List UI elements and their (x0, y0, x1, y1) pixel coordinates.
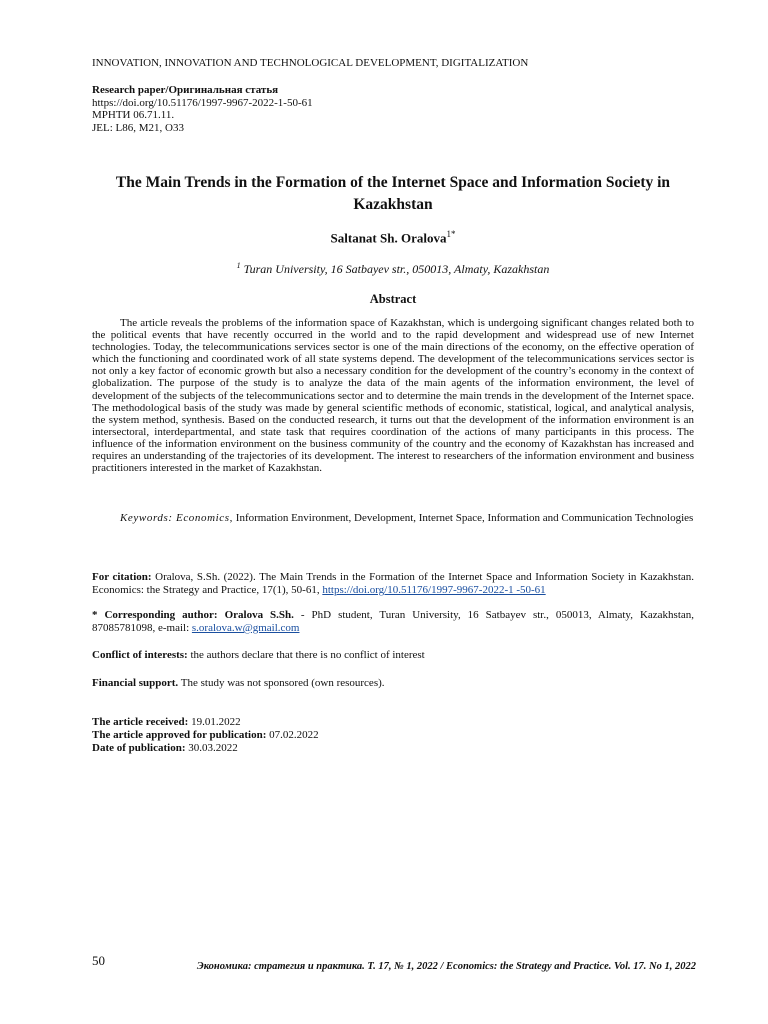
running-head: INNOVATION, INNOVATION AND TECHNOLOGICAL DEVELOPMENT, DIGITALIZATION (92, 57, 529, 69)
keywords (92, 512, 694, 525)
citation-block (92, 571, 694, 597)
received-label: The article received: (92, 716, 189, 728)
approved-date-line (92, 729, 694, 742)
paper-type: Research paper/Оригинальная статья (92, 84, 279, 96)
financial-label: Financial support. (92, 677, 179, 689)
jel-codes: JEL: L86, M21, O33 (92, 121, 184, 134)
published-date: 30.03.2022 (188, 742, 238, 754)
conflict-label: Conflict of interests: (92, 649, 188, 661)
affiliation-mark: 1 (236, 261, 241, 270)
article-metadata (92, 84, 313, 134)
corresponding-author-block (92, 609, 694, 635)
financial-support (92, 677, 694, 690)
keywords-text: Information Environment, Development, Internet Space, Information and Communication Technologies (235, 512, 694, 524)
journal-footer: Экономика: стратегия и практика. Т. 17, № 1, 2022 / Economics: the Strategy and Practice. Vol. 17. No 1, 2022 (196, 961, 696, 972)
approved-date: 07.02.2022 (269, 729, 319, 741)
citation-doi-link[interactable]: https://doi.org/10.51176/1997-9967-2022-1 -50-61 (322, 584, 546, 596)
citation-label: For citation: (92, 571, 152, 583)
author-mark: 1* (446, 229, 456, 239)
corresponding-text: - PhD student, Turan University, 16 Satbayev str., 050013, Almaty, Kazakhstan, 87085781098, e-mail: (92, 609, 695, 634)
author-name: Saltanat Sh. Oralova (330, 230, 447, 246)
conflict-text: the authors declare that there is no conflict of interest (190, 649, 425, 661)
financial-text: The study was not sponsored (own resources). (180, 677, 385, 689)
corresponding-label: * Corresponding author: Oralova S.Sh. (92, 609, 294, 621)
abstract-text: The article reveals the problems of the information space of Kazakhstan, which is undergoing significant changes related both to the political events that have recently occurred in the world and to the rapid development and widespread use of new Internet technologies. Today, the telecommunications services sector is one of the main directions of the economy, on the effective operation of which the functioning and coordinated work of all state systems depend. The development of the telecommunications services sector is not only a key factor of economic growth but also a necessary condition for the development of the country’s economy in the context of globalization. The purpose of the study is to analyze the data of the main agents of the information environment, the level of development of the subjects of the telecommunications sector and to determine the main trends in the development of the Internet space. The methodological basis of the study was made by general scientific methods of economic, statistical, logical, and analytical analysis, the system method, synthesis. Based on the conducted research, it turns out that the development of the information environment is an intersectoral, interdepartmental, and state task that requires coordination of the actions of many participants in this process. The influence of the information environment on the business community of the country and the economy of Kazakhstan has increased and requires an understanding of the trajectories of its development. The interest to researchers of the information environment and business practitioners interested in the market of Kazakhstan. (92, 317, 694, 475)
affiliation-text: Turan University, 16 Satbayev str., 050013, Almaty, Kazakhstan (243, 262, 550, 276)
received-date-line (92, 716, 694, 729)
citation-text: Oralova, S.Sh. (2022). The Main Trends in the Formation of the Internet Space and Information Society in Kazakhstan. Economics: the Strategy and Practice, 17(1), 50-61, (92, 571, 695, 596)
doi-line: https://doi.org/10.51176/1997-9967-2022-1-50-61 (92, 96, 313, 109)
article-title: The Main Trends in the Formation of the Internet Space and Information Society in Kazakhstan (115, 174, 671, 213)
page-number: 50 (92, 953, 105, 968)
received-date: 19.01.2022 (191, 716, 241, 728)
abstract-heading: Abstract (369, 292, 417, 306)
keywords-label: Keywords: Economics, (120, 512, 234, 524)
conflict-of-interest (92, 649, 694, 662)
article-dates (92, 716, 694, 755)
mrnti-code: МРНТИ 06.71.11. (92, 109, 175, 121)
published-date-line (92, 742, 694, 755)
approved-label: The article approved for publication: (92, 729, 267, 741)
author-line (92, 229, 694, 246)
affiliation (92, 261, 694, 277)
email-link[interactable]: s.oralova.w@gmail.com (191, 622, 300, 634)
published-label: Date of publication: (92, 742, 186, 754)
